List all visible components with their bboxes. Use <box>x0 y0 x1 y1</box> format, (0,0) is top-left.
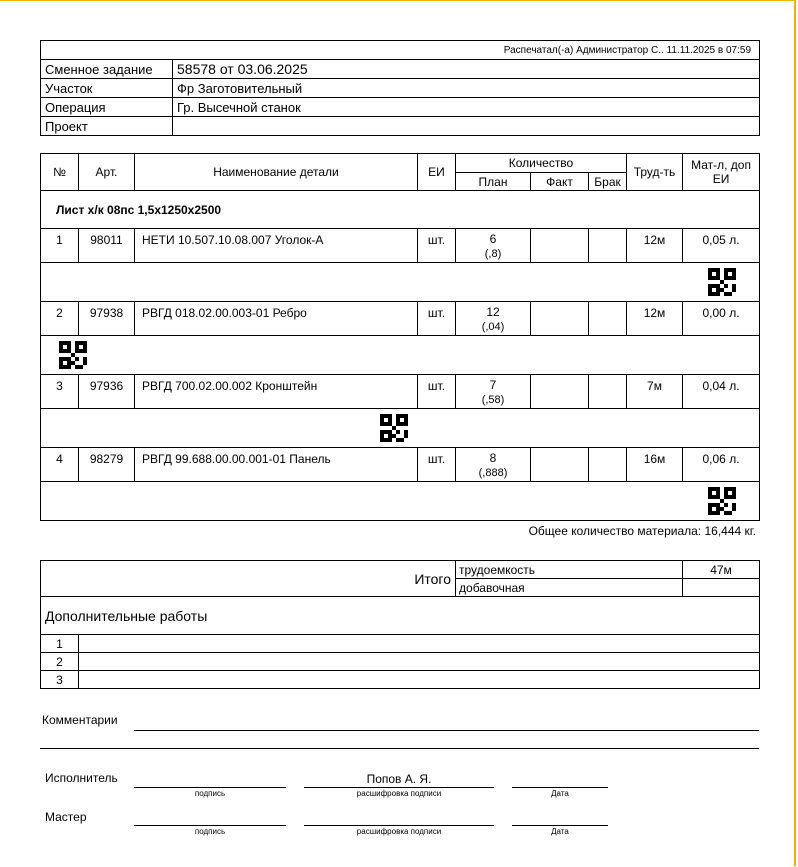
col-defect: Брак <box>589 173 627 191</box>
additional-row <box>79 653 760 671</box>
row-plan: 7 (,58) <box>456 375 531 409</box>
parts-table <box>40 153 760 521</box>
itogo-label: Итого <box>41 561 456 597</box>
col-qty: Количество <box>456 154 627 173</box>
col-name: Наименование детали <box>135 154 418 191</box>
header-label: Операция <box>41 98 173 117</box>
row-labor: 12м <box>627 229 683 263</box>
qr-code-icon <box>59 341 87 369</box>
additional-row-num: 2 <box>41 653 79 671</box>
labor-label: трудоемкость <box>456 561 683 579</box>
date-caption: Дата <box>551 789 569 798</box>
row-defect <box>589 448 627 482</box>
additional-row-num: 3 <box>41 671 79 689</box>
decode-caption: расшифровка подписи <box>356 827 442 836</box>
row-name: РВГД 700.02.00.002 Кронштейн <box>135 375 418 409</box>
decode-line <box>304 787 494 788</box>
row-num: 2 <box>41 302 79 336</box>
row-num: 1 <box>41 229 79 263</box>
signature-line <box>134 787 286 788</box>
comments-label: Комментарии <box>42 713 118 727</box>
qr-row <box>41 336 760 375</box>
qr-row <box>41 409 760 448</box>
row-unit: шт. <box>418 302 456 336</box>
row-unit: шт. <box>418 229 456 263</box>
material-group: Лист х/к 08пс 1,5x1250x2500 <box>41 191 760 229</box>
qr-row <box>41 263 760 302</box>
summary-table <box>40 560 760 689</box>
row-defect <box>589 229 627 263</box>
row-num: 4 <box>41 448 79 482</box>
date-caption: Дата <box>551 827 569 836</box>
col-art: Арт. <box>79 154 135 191</box>
row-num: 3 <box>41 375 79 409</box>
col-unit: ЕИ <box>418 154 456 191</box>
header-value: Фр Заготовительный <box>173 79 760 98</box>
additional-row <box>79 671 760 689</box>
row-fact <box>531 229 589 263</box>
row-unit: шт. <box>418 448 456 482</box>
row-fact <box>531 302 589 336</box>
col-num: № <box>41 154 79 191</box>
additional-works: Дополнительные работы <box>41 597 760 635</box>
decode-caption: расшифровка подписи <box>356 789 442 798</box>
row-fact <box>531 448 589 482</box>
row-labor: 16м <box>627 448 683 482</box>
row-plan: 12 (,04) <box>456 302 531 336</box>
extra-value <box>683 579 760 597</box>
qr-code-icon <box>380 414 408 442</box>
row-name: НЕТИ 10.507.10.08.007 Уголок-А <box>135 229 418 263</box>
row-labor: 12м <box>627 302 683 336</box>
row-material: 0,05 л. <box>683 229 760 263</box>
col-labor: Труд-ть <box>627 154 683 191</box>
row-plan: 6 (,8) <box>456 229 531 263</box>
row-defect <box>589 375 627 409</box>
qr-code-icon <box>708 268 736 296</box>
table-row <box>41 375 760 409</box>
row-unit: шт. <box>418 375 456 409</box>
labor-value: 47м <box>683 561 760 579</box>
header-label: Участок <box>41 79 173 98</box>
master-label: Мастер <box>45 810 87 824</box>
extra-label: добавочная <box>456 579 683 597</box>
row-art: 97938 <box>79 302 135 336</box>
executor-label: Исполнитель <box>45 771 118 785</box>
row-defect <box>589 302 627 336</box>
header-label: Проект <box>41 117 173 136</box>
row-material: 0,00 л. <box>683 302 760 336</box>
sign-caption: подпись <box>194 789 226 798</box>
table-row <box>41 302 760 336</box>
qr-row <box>41 482 760 521</box>
sign-caption: подпись <box>194 827 226 836</box>
header-table <box>40 40 760 136</box>
table-row <box>41 229 760 263</box>
table-row <box>41 448 760 482</box>
date-line <box>512 825 608 826</box>
header-value: Гр. Высечной станок <box>173 98 760 117</box>
date-line <box>512 787 608 788</box>
executor-name: Попов А. Я. <box>366 772 432 786</box>
row-fact <box>531 375 589 409</box>
col-material: Мат-л, доп ЕИ <box>683 154 760 191</box>
additional-row-num: 1 <box>41 635 79 653</box>
row-name: РВГД 018.02.00.003-01 Ребро <box>135 302 418 336</box>
row-material: 0,04 л. <box>683 375 760 409</box>
signature-line <box>134 825 286 826</box>
col-fact: Факт <box>531 173 589 191</box>
row-labor: 7м <box>627 375 683 409</box>
printed-by: Распечатал(-а) Администратор С.. 11.11.2025 в 07:59 <box>41 41 760 60</box>
col-plan: План <box>456 173 531 191</box>
row-material: 0,06 л. <box>683 448 760 482</box>
header-label: Сменное задание <box>41 60 173 79</box>
comments-line <box>134 730 759 731</box>
row-art: 98279 <box>79 448 135 482</box>
additional-row <box>79 635 760 653</box>
row-art: 97936 <box>79 375 135 409</box>
qr-code-icon <box>708 487 736 515</box>
row-name: РВГД 99.688.00.00.001-01 Панель <box>135 448 418 482</box>
comments-line <box>40 748 759 749</box>
header-value: 58578 от 03.06.2025 <box>173 60 760 79</box>
row-plan: 8 (,888) <box>456 448 531 482</box>
row-art: 98011 <box>79 229 135 263</box>
header-value <box>173 117 760 136</box>
total-material: Общее количество материала: 16,444 кг. <box>528 524 756 538</box>
decode-line <box>304 825 494 826</box>
